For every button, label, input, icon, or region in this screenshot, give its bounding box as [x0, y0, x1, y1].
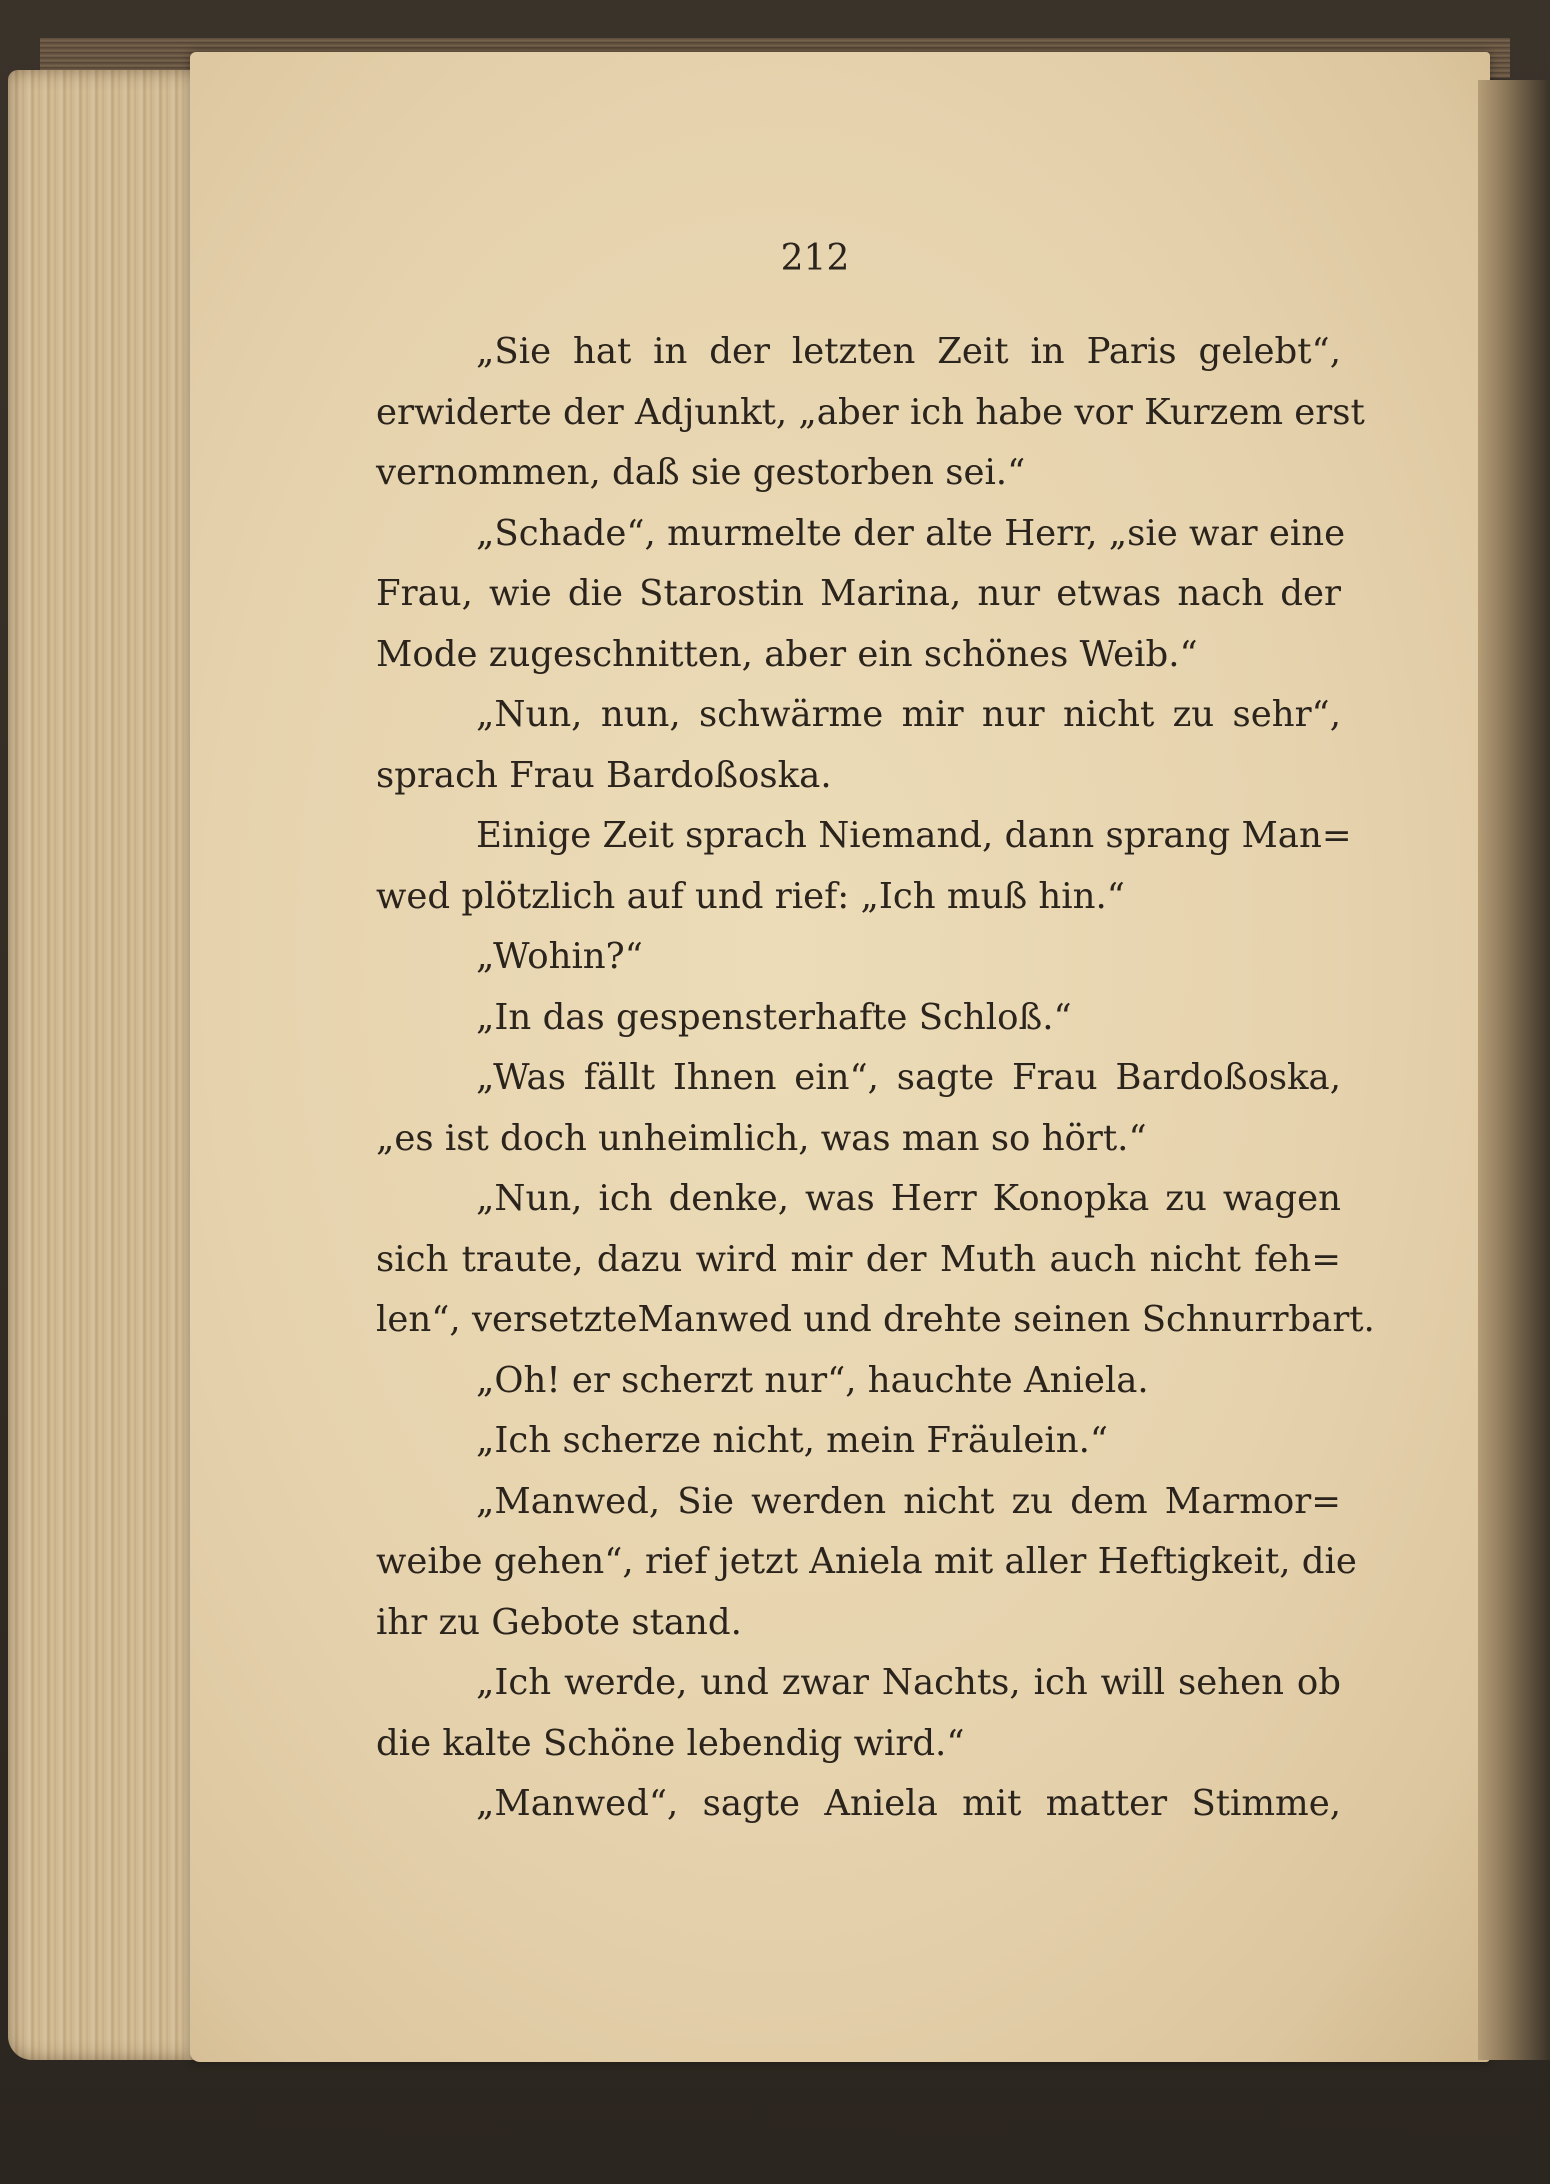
text-line: sprach Frau Bardoßoska. — [376, 754, 832, 796]
text-line: ihr zu Gebote stand. — [376, 1601, 742, 1643]
text-line: „Nun, ich denke, was Herr Konopka zu wagen — [476, 1178, 1341, 1219]
page-number: 212 — [780, 238, 850, 279]
text-line: „Ich scherze nicht, mein Fräulein.“ — [476, 1420, 1108, 1461]
text-line: „In das gespensterhafte Schloß.“ — [476, 996, 1072, 1038]
text-line: erwiderte der Adjunkt, „aber ich habe vor Kurzem erst — [376, 391, 1365, 433]
text-line: „Manwed“, sagte Aniela mit matter Stimme, — [476, 1783, 1341, 1824]
text-line: „Wohin?“ — [476, 936, 643, 977]
text-line: weibe gehen“, rief jetzt Aniela mit aller Heftigkeit, die — [376, 1541, 1357, 1582]
text-line: vernommen, daß sie gestorben sei.“ — [376, 452, 1026, 493]
text-line: „Nun, nun, schwärme mir nur nicht zu sehr“, — [476, 694, 1341, 735]
text-line: „Oh! er scherzt nur“, hauchte Aniela. — [476, 1359, 1149, 1401]
text-line: Einige Zeit sprach Niemand, dann sprang Man= — [476, 815, 1352, 856]
text-line: sich traute, dazu wird mir der Muth auch nicht feh= — [376, 1238, 1341, 1280]
text-line: „Was fällt Ihnen ein“, sagte Frau Bardoßoska, — [476, 1057, 1341, 1098]
right-gutter — [1478, 80, 1550, 2060]
text-line: „es ist doch unheimlich, was man so hört.“ — [376, 1117, 1147, 1159]
text-line: „Sie hat in der letzten Zeit in Paris gelebt“, — [476, 331, 1341, 372]
text-line: die kalte Schöne lebendig wird.“ — [376, 1722, 965, 1764]
text-line: „Manwed, Sie werden nicht zu dem Marmor= — [476, 1480, 1341, 1522]
text-line: len“, versetzteManwed und drehte seinen Schnurrbart. — [376, 1299, 1375, 1340]
text-line: wed plötzlich auf und rief: „Ich muß hin.“ — [376, 875, 1125, 917]
body-text — [376, 322, 1375, 1835]
text-line: „Ich werde, und zwar Nachts, ich will sehen ob — [476, 1662, 1341, 1703]
text-line: Frau, wie die Starostin Marina, nur etwas nach der — [376, 573, 1341, 614]
left-page-edges — [8, 70, 208, 2060]
text-line: „Schade“, murmelte der alte Herr, „sie war eine — [476, 512, 1346, 554]
text-line: Mode zugeschnitten, aber ein schönes Weib.“ — [376, 633, 1198, 675]
